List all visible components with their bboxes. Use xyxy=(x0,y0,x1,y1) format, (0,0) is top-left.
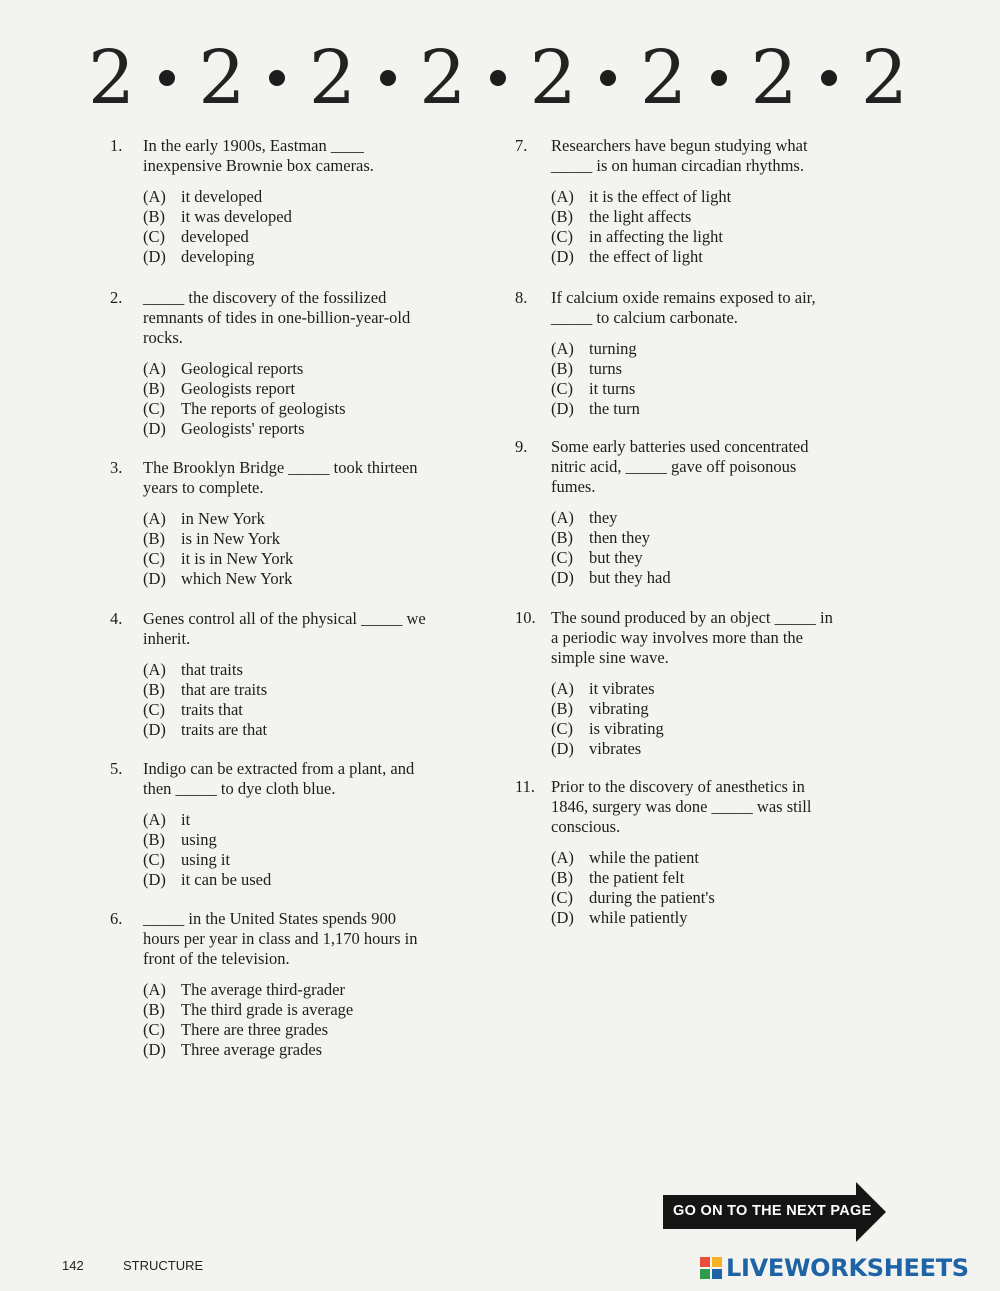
option-text: during the patient's xyxy=(589,888,715,907)
question-3 xyxy=(110,458,480,589)
option-b[interactable] xyxy=(143,379,480,399)
section-header-twos xyxy=(88,35,908,121)
option-text: the effect of light xyxy=(589,247,703,266)
option-letter: (A) xyxy=(551,508,574,527)
option-b[interactable] xyxy=(551,207,865,227)
question-number: 7. xyxy=(515,136,528,155)
option-c[interactable] xyxy=(143,1020,480,1040)
question-7 xyxy=(515,136,865,267)
question-number: 6. xyxy=(110,909,123,928)
option-a[interactable] xyxy=(143,509,480,529)
header-bullet xyxy=(269,70,285,86)
footer-section-title: STRUCTURE xyxy=(123,1258,204,1273)
option-b[interactable] xyxy=(551,868,865,888)
header-bullet xyxy=(600,70,616,86)
question-text: If calcium oxide remains exposed to air, _____ to calcium carbonate. xyxy=(551,288,816,327)
question-10 xyxy=(515,608,865,759)
option-a[interactable] xyxy=(143,359,480,379)
option-letter: (C) xyxy=(143,549,165,568)
option-text: Geological reports xyxy=(181,359,304,378)
question-number: 3. xyxy=(110,458,123,477)
option-c[interactable] xyxy=(143,700,480,720)
question-1 xyxy=(110,136,480,267)
option-letter: (A) xyxy=(551,848,574,867)
option-letter: (B) xyxy=(143,1000,165,1019)
option-c[interactable] xyxy=(551,888,865,908)
question-text: _____ the discovery of the fossilized remnants of tides in one-billion-year-old rocks. xyxy=(143,288,411,347)
answer-options xyxy=(515,848,865,928)
option-text: it is the effect of light xyxy=(589,187,732,206)
option-text: traits that xyxy=(181,700,243,719)
option-letter: (C) xyxy=(143,1020,165,1039)
header-digit: 2 xyxy=(750,35,798,121)
next-page-label: GO ON TO THE NEXT PAGE xyxy=(673,1203,872,1219)
question-text: The sound produced by an object _____ in a periodic way involves more than the simple sine wave. xyxy=(551,608,833,667)
option-letter: (B) xyxy=(551,359,573,378)
option-c[interactable] xyxy=(551,227,865,247)
option-d[interactable] xyxy=(551,568,865,588)
option-c[interactable] xyxy=(143,850,480,870)
option-letter: (C) xyxy=(551,719,573,738)
question-text: Researchers have begun studying what _____ is on human circadian rhythms. xyxy=(551,136,808,175)
option-letter: (B) xyxy=(551,868,573,887)
question-6 xyxy=(110,909,480,1060)
option-letter: (C) xyxy=(551,379,573,398)
option-a[interactable] xyxy=(551,187,865,207)
liveworksheets-brand xyxy=(700,1254,969,1282)
option-letter: (D) xyxy=(143,247,166,266)
option-text: traits are that xyxy=(181,720,268,739)
option-text: vibrating xyxy=(589,699,649,718)
option-text: that traits xyxy=(181,660,243,679)
option-a[interactable] xyxy=(551,679,865,699)
option-text: but they had xyxy=(589,568,671,587)
header-digit: 2 xyxy=(640,35,688,121)
option-letter: (B) xyxy=(551,528,573,547)
option-text: There are three grades xyxy=(181,1020,329,1039)
question-11 xyxy=(515,777,865,928)
question-4 xyxy=(110,609,480,740)
question-5 xyxy=(110,759,480,890)
answer-options xyxy=(110,509,480,589)
option-text: Three average grades xyxy=(181,1040,323,1059)
option-text: turns xyxy=(589,359,622,378)
option-letter: (B) xyxy=(551,207,573,226)
question-text: Some early batteries used concentrated nitric acid, _____ gave off poisonous fumes. xyxy=(551,437,809,496)
option-a[interactable] xyxy=(143,187,480,207)
answer-options xyxy=(110,359,480,439)
question-2 xyxy=(110,288,480,439)
page-number: 142 xyxy=(62,1258,84,1273)
option-text: it vibrates xyxy=(589,679,655,698)
answer-options xyxy=(110,660,480,740)
option-letter: (A) xyxy=(143,810,166,829)
answer-options xyxy=(110,810,480,890)
option-d[interactable] xyxy=(551,399,865,419)
brand-text: LIVEWORKSHEETS xyxy=(726,1254,969,1282)
option-text: The third grade is average xyxy=(181,1000,354,1019)
option-letter: (C) xyxy=(143,850,165,869)
option-letter: (B) xyxy=(143,680,165,699)
question-number: 10. xyxy=(515,608,536,627)
header-digit: 2 xyxy=(419,35,467,121)
answer-options xyxy=(515,187,865,267)
option-letter: (B) xyxy=(551,699,573,718)
option-text: in affecting the light xyxy=(589,227,723,246)
option-text: vibrates xyxy=(589,739,642,758)
option-d[interactable] xyxy=(551,739,865,759)
option-text: using xyxy=(181,830,217,849)
option-c[interactable] xyxy=(551,719,865,739)
header-bullet xyxy=(380,70,396,86)
option-text: The average third-grader xyxy=(181,980,345,999)
option-letter: (D) xyxy=(551,908,574,927)
option-b[interactable] xyxy=(143,529,480,549)
option-text: that are traits xyxy=(181,680,268,699)
next-page-button[interactable] xyxy=(663,1182,887,1242)
option-text: it is in New York xyxy=(181,549,294,568)
option-letter: (A) xyxy=(551,679,574,698)
option-letter: (B) xyxy=(143,529,165,548)
header-digit: 2 xyxy=(308,35,356,121)
option-letter: (D) xyxy=(551,399,574,418)
option-b[interactable] xyxy=(143,207,480,227)
question-number: 2. xyxy=(110,288,123,307)
option-d[interactable] xyxy=(551,908,865,928)
option-b[interactable] xyxy=(143,680,480,700)
option-text: Geologists report xyxy=(181,379,296,398)
option-a[interactable] xyxy=(551,508,865,528)
header-digit: 2 xyxy=(529,35,577,121)
question-text: The Brooklyn Bridge _____ took thirteen years to complete. xyxy=(143,458,418,497)
header-digit: 2 xyxy=(198,35,246,121)
option-d[interactable] xyxy=(143,870,480,890)
answer-options xyxy=(515,339,865,419)
option-text: it can be used xyxy=(181,870,272,889)
option-text: developed xyxy=(181,227,249,246)
option-text: they xyxy=(589,508,618,527)
option-text: it xyxy=(181,810,191,829)
question-number: 11. xyxy=(515,777,536,796)
option-letter: (A) xyxy=(143,359,166,378)
option-a[interactable] xyxy=(143,660,480,680)
option-d[interactable] xyxy=(143,720,480,740)
option-letter: (A) xyxy=(551,339,574,358)
option-d[interactable] xyxy=(143,247,480,267)
question-8 xyxy=(515,288,865,419)
option-letter: (C) xyxy=(143,399,165,418)
question-text: In the early 1900s, Eastman ____ inexpensive Brownie box cameras. xyxy=(143,136,374,175)
option-letter: (C) xyxy=(551,888,573,907)
question-text: _____ in the United States spends 900 hours per year in class and 1,170 hours in front of the television. xyxy=(143,909,418,968)
option-letter: (A) xyxy=(551,187,574,206)
answer-options xyxy=(110,187,480,267)
option-letter: (D) xyxy=(551,247,574,266)
option-letter: (D) xyxy=(143,569,166,588)
option-c[interactable] xyxy=(143,227,480,247)
option-c[interactable] xyxy=(551,548,865,568)
option-a[interactable] xyxy=(551,848,865,868)
option-text: while patiently xyxy=(589,908,688,927)
option-text: then they xyxy=(589,528,650,547)
option-letter: (C) xyxy=(551,548,573,567)
option-letter: (C) xyxy=(143,700,165,719)
option-b[interactable] xyxy=(551,528,865,548)
option-b[interactable] xyxy=(143,1000,480,1020)
option-letter: (A) xyxy=(143,509,166,528)
option-letter: (A) xyxy=(143,980,166,999)
answer-options xyxy=(515,679,865,759)
header-bullet xyxy=(711,70,727,86)
header-bullet xyxy=(159,70,175,86)
option-letter: (D) xyxy=(551,568,574,587)
option-text: the light affects xyxy=(589,207,692,226)
question-text: Indigo can be extracted from a plant, and then _____ to dye cloth blue. xyxy=(143,759,415,798)
question-number: 4. xyxy=(110,609,123,628)
header-bullet xyxy=(490,70,506,86)
option-a[interactable] xyxy=(143,980,480,1000)
question-9 xyxy=(515,437,865,588)
option-d[interactable] xyxy=(551,247,865,267)
option-letter: (B) xyxy=(143,207,165,226)
answer-options xyxy=(515,508,865,588)
option-b[interactable] xyxy=(143,830,480,850)
option-d[interactable] xyxy=(143,569,480,589)
option-c[interactable] xyxy=(143,549,480,569)
option-b[interactable] xyxy=(551,359,865,379)
option-text: in New York xyxy=(181,509,265,528)
option-letter: (A) xyxy=(143,187,166,206)
question-text: Prior to the discovery of anesthetics in 1846, surgery was done _____ was still conscious. xyxy=(551,777,812,836)
option-letter: (B) xyxy=(143,379,165,398)
option-c[interactable] xyxy=(551,379,865,399)
option-c[interactable] xyxy=(143,399,480,419)
question-number: 1. xyxy=(110,136,123,155)
question-number: 5. xyxy=(110,759,123,778)
option-letter: (D) xyxy=(143,419,166,438)
option-text: it was developed xyxy=(181,207,292,226)
option-text: which New York xyxy=(181,569,293,588)
question-text: Genes control all of the physical _____ we inherit. xyxy=(143,609,426,648)
option-a[interactable] xyxy=(551,339,865,359)
option-letter: (B) xyxy=(143,830,165,849)
option-text: is in New York xyxy=(181,529,281,548)
option-text: developing xyxy=(181,247,255,266)
option-text: using it xyxy=(181,850,231,869)
header-digit: 2 xyxy=(860,35,908,121)
liveworksheets-logo-icon xyxy=(700,1257,722,1279)
option-letter: (D) xyxy=(143,1040,166,1059)
option-text: but they xyxy=(589,548,643,567)
option-text: while the patient xyxy=(589,848,699,867)
header-bullet xyxy=(821,70,837,86)
question-number: 9. xyxy=(515,437,528,456)
option-letter: (A) xyxy=(143,660,166,679)
option-text: is vibrating xyxy=(589,719,664,738)
option-text: turning xyxy=(589,339,637,358)
answer-options xyxy=(110,980,480,1060)
option-text: The reports of geologists xyxy=(181,399,346,418)
question-number: 8. xyxy=(515,288,528,307)
option-text: the patient felt xyxy=(589,868,685,887)
option-letter: (C) xyxy=(551,227,573,246)
option-d[interactable] xyxy=(143,1040,480,1060)
option-text: it turns xyxy=(589,379,636,398)
option-letter: (D) xyxy=(143,870,166,889)
option-d[interactable] xyxy=(143,419,480,439)
option-letter: (D) xyxy=(551,739,574,758)
option-letter: (C) xyxy=(143,227,165,246)
option-text: the turn xyxy=(589,399,640,418)
header-digit: 2 xyxy=(88,35,136,121)
option-b[interactable] xyxy=(551,699,865,719)
option-text: Geologists' reports xyxy=(181,419,305,438)
option-letter: (D) xyxy=(143,720,166,739)
option-a[interactable] xyxy=(143,810,480,830)
option-text: it developed xyxy=(181,187,263,206)
